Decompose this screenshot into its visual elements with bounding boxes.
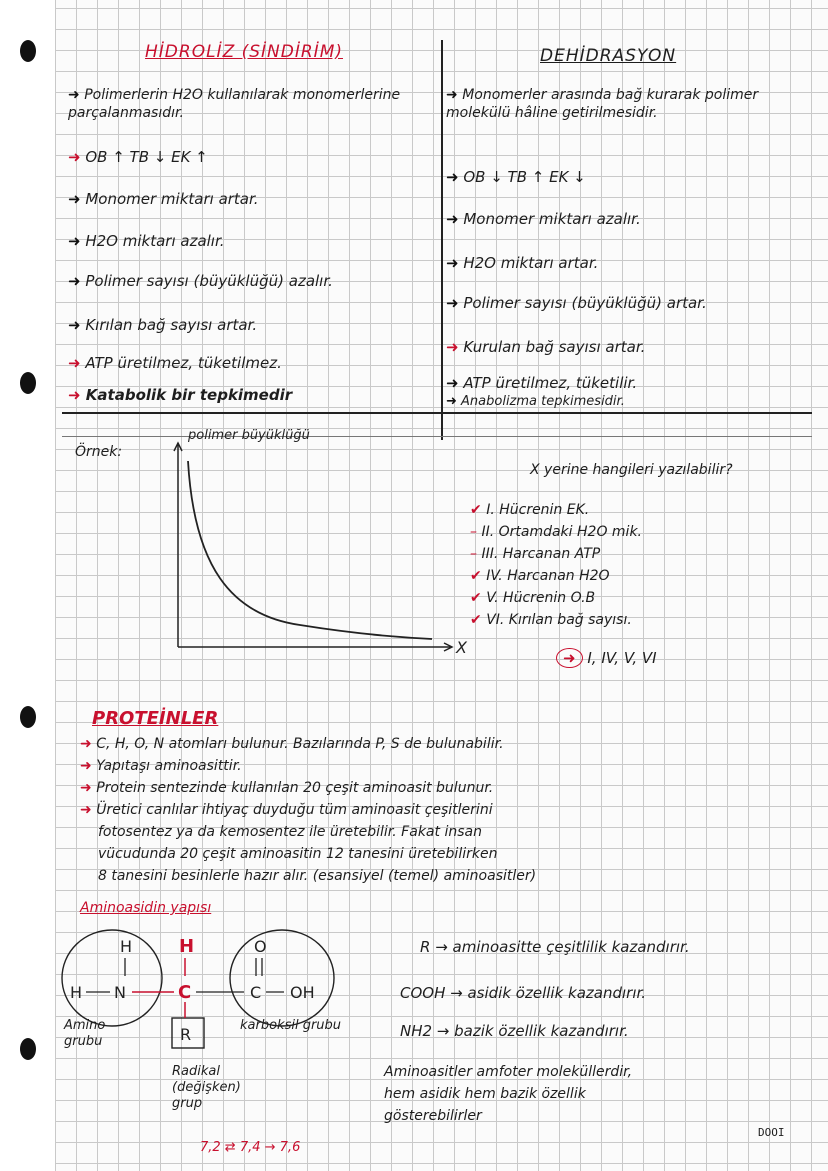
hidroliz-item-1: ➜ Polimerlerin H2O kullanılarak monomerlerine parçalanmasıdır. (68, 87, 401, 121)
ornek-question: X yerine hangileri yazılabilir? (530, 462, 733, 478)
hidroliz-title: HİDROLİZ (SİNDİRİM) (145, 42, 343, 62)
note-cooh: COOH → asidik özellik kazandırır. (400, 984, 647, 1002)
answer-arrow-icon: ➜ (556, 648, 583, 668)
dehidrasyon-title: DEHİDRASYON (540, 46, 677, 66)
protein-line-2: ➜ Yapıtaşı aminoasittir. (80, 758, 242, 774)
binder-hole (20, 40, 36, 62)
x-axis-label: X (456, 638, 467, 655)
protein-line-3: ➜ Protein sentezinde kullanılan 20 çeşit aminoasit bulunur. (80, 780, 494, 796)
amfoter-line-2: hem asidik hem bazik özellik (384, 1086, 586, 1102)
atom-n: N (114, 983, 126, 1002)
ornek-option-5: ✔ V. Hücrenin O.B (470, 590, 596, 606)
atom-h-left: H (70, 983, 83, 1002)
protein-line-1: ➜ C, H, O, N atomları bulunur. Bazılarında P, S de bulunabilir. (80, 736, 504, 752)
dehidrasyon-item-2: ➜ OB ↓ TB ↑ EK ↓ (446, 168, 586, 186)
hidroliz-item-3: ➜ Monomer miktarı artar. (68, 190, 259, 208)
decay-curve (188, 461, 432, 639)
protein-line-5: fotosentez ya da kemosentez ile üretebilir. Fakat insan (98, 824, 482, 840)
hidroliz-item-7: ➜ ATP üretilmez, tüketilmez. (68, 354, 282, 372)
protein-line-7: 8 tanesini besinlerle hazır alır. (esansiyel (temel) aminoasitler) (98, 868, 537, 884)
table-bottom-line (62, 412, 812, 414)
atom-c-center: C (178, 982, 192, 1003)
hidroliz-item-5: ➜ Polimer sayısı (büyüklüğü) azalır. (68, 272, 333, 290)
hidroliz-item-2: ➜ OB ↑ TB ↓ EK ↑ (68, 148, 208, 166)
carboxyl-group-label: karboksil grubu (240, 1018, 342, 1033)
atom-oh: OH (290, 983, 315, 1002)
amfoter-line-1: Aminoasitler amfoter moleküllerdir, (384, 1064, 633, 1080)
protein-line-6: vücudunda 20 çeşit aminoasitin 12 tanesini üretebilirken (98, 846, 498, 862)
dehidrasyon-item-3: ➜ Monomer miktarı azalır. (446, 210, 641, 228)
y-axis-label: polimer büyüklüğü (188, 428, 310, 443)
amfoter-line-3: gösterebilirler (384, 1108, 482, 1124)
polymer-graph (160, 425, 490, 655)
dehidrasyon-item-4: ➜ H2O miktarı artar. (446, 254, 599, 272)
dehidrasyon-item-1: ➜ Monomerler arasında bağ kurarak polimer molekülü hâline getirilmesidir. (446, 87, 759, 121)
hidroliz-item-8: ➜ Katabolik bir tepkimedir (68, 386, 293, 404)
ornek-option-3: – III. Harcanan ATP (470, 546, 601, 562)
watermark-logo: DOOI (758, 1126, 785, 1139)
amino-group-label: Amino grubu (64, 1018, 106, 1049)
ornek-label: Örnek: (75, 444, 123, 460)
ornek-option-4: ✔ IV. Harcanan H2O (470, 568, 610, 584)
ornek-option-6: ✔ VI. Kırılan bağ sayısı. (470, 612, 632, 628)
ornek-option-1: ✔ I. Hücrenin EK. (470, 502, 590, 518)
atom-c-right: C (250, 983, 262, 1002)
radikal-group-label: Radikal (değişken) grup (172, 1064, 241, 1111)
atom-o-top: O (254, 937, 267, 956)
proteinler-title: PROTEİNLER (92, 708, 219, 729)
aminoasit-title: Aminoasidin yapısı (80, 900, 212, 916)
dehidrasyon-item-6: ➜ Kurulan bağ sayısı artar. (446, 338, 646, 356)
carboxyl-group-circle (230, 930, 334, 1026)
dehidrasyon-item-8: ➜ Anabolizma tepkimesidir. (446, 394, 625, 409)
atom-h-top-mid: H (179, 936, 195, 957)
amino-group-circle (62, 930, 162, 1026)
dehidrasyon-item-5: ➜ Polimer sayısı (büyüklüğü) artar. (446, 294, 707, 312)
note-nh2: NH2 → bazik özellik kazandırır. (400, 1022, 629, 1040)
ph-note: 7,2 ⇄ 7,4 → 7,6 (200, 1140, 301, 1155)
hidroliz-item-4: ➜ H2O miktarı azalır. (68, 232, 225, 250)
ornek-answer: ➜ I, IV, V, VI (556, 648, 657, 668)
note-r: R → aminoasitte çeşitlilik kazandırır. (420, 938, 690, 956)
column-divider (441, 40, 443, 440)
binder-hole (20, 372, 36, 394)
binder-hole (20, 1038, 36, 1060)
ornek-option-2: – II. Ortamdaki H2O mik. (470, 524, 642, 540)
atom-r: R (180, 1025, 192, 1044)
binder-hole (20, 706, 36, 728)
hidroliz-item-6: ➜ Kırılan bağ sayısı artar. (68, 316, 258, 334)
protein-line-4: ➜ Üretici canlılar ihtiyaç duyduğu tüm aminoasit çeşitlerini (80, 802, 493, 818)
atom-h-top-left: H (120, 937, 133, 956)
dehidrasyon-item-7: ➜ ATP üretilmez, tüketilir. (446, 374, 638, 392)
